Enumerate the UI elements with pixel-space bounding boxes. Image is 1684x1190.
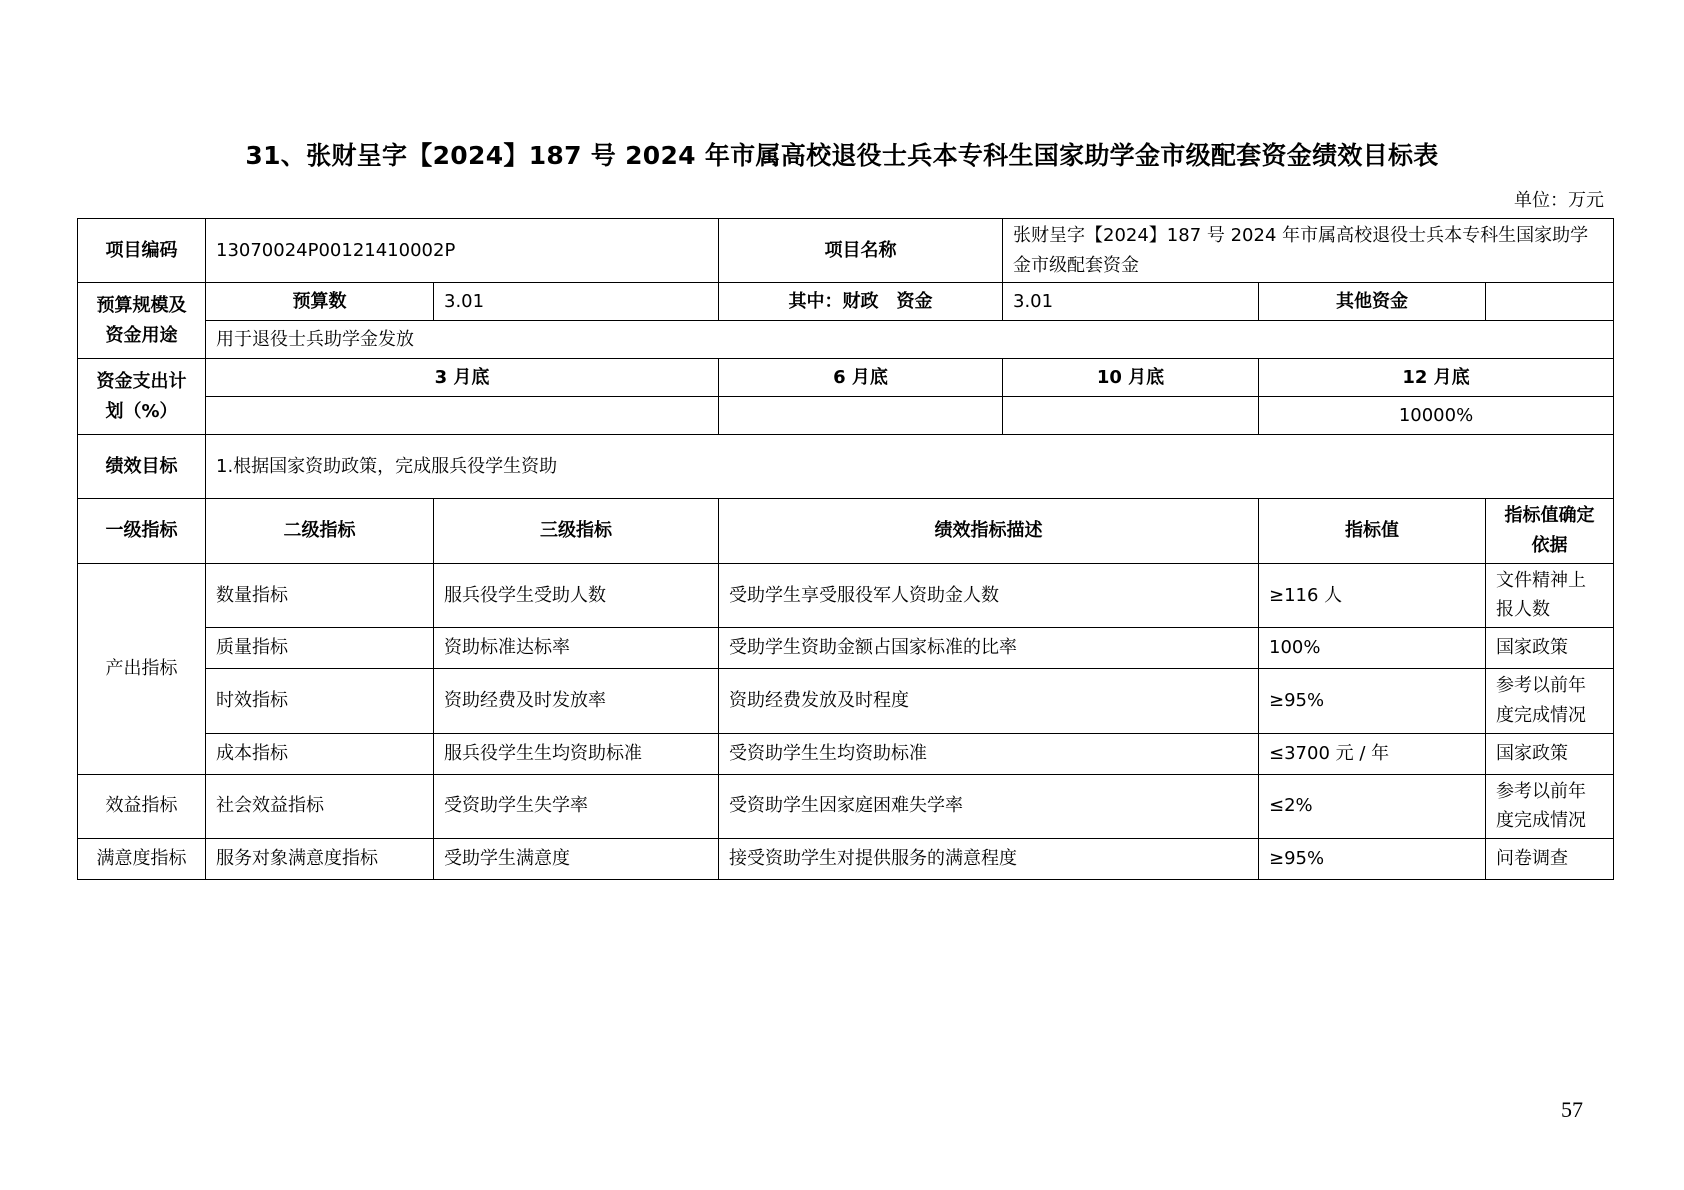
spending-plan-value [719, 397, 1003, 435]
project-code-value: 13070024P00121410002P [206, 219, 719, 283]
spending-plan-header: 3 月底 [206, 359, 719, 397]
level3-indicator: 资助标准达标率 [434, 628, 719, 669]
indicator-description: 接受资助学生对提供服务的满意程度 [719, 838, 1259, 879]
indicator-header: 绩效指标描述 [719, 499, 1259, 563]
fiscal-funds-label: 其中：财政 资金 [719, 283, 1003, 321]
level2-indicator: 成本指标 [206, 733, 434, 774]
page-number: 57 [1561, 1097, 1583, 1122]
document-title: 31、张财呈字【2024】187 号 2024 年市属高校退役士兵本专科生国家助学金市级配套资金绩效目标表 [245, 141, 1439, 170]
level2-indicator: 社会效益指标 [206, 774, 434, 838]
budget-label: 预算规模及资金用途 [78, 283, 206, 359]
project-row [78, 219, 1614, 283]
indicator-description: 受资助学生生均资助标准 [719, 733, 1259, 774]
performance-goal-label: 绩效目标 [78, 435, 206, 499]
indicator-basis: 参考以前年度完成情况 [1486, 669, 1614, 733]
level1-indicator: 效益指标 [78, 774, 206, 838]
spending-plan-value [1003, 397, 1259, 435]
indicator-row [78, 628, 1614, 669]
project-name-label: 项目名称 [719, 219, 1003, 283]
level3-indicator: 资助经费及时发放率 [434, 669, 719, 733]
spending-plan-value [206, 397, 719, 435]
unit-label: 单位：万元 [1514, 190, 1604, 211]
level3-indicator: 服兵役学生受助人数 [434, 563, 719, 627]
level2-indicator: 时效指标 [206, 669, 434, 733]
project-name-value: 张财呈字【2024】187 号 2024 年市属高校退役士兵本专科生国家助学金市级配套资金 [1003, 219, 1614, 283]
level1-indicator: 产出指标 [78, 563, 206, 774]
indicator-header: 二级指标 [206, 499, 434, 563]
indicator-description: 受助学生资助金额占国家标准的比率 [719, 628, 1259, 669]
budget-amount-label: 预算数 [206, 283, 434, 321]
indicator-basis: 国家政策 [1486, 733, 1614, 774]
indicator-value: 100% [1259, 628, 1486, 669]
spending-plan-header: 12 月底 [1259, 359, 1614, 397]
indicator-description: 资助经费发放及时程度 [719, 669, 1259, 733]
budget-usage: 用于退役士兵助学金发放 [206, 321, 1614, 359]
indicator-header: 三级指标 [434, 499, 719, 563]
indicator-value: ≤3700 元 / 年 [1259, 733, 1486, 774]
spending-plan-value: 10000% [1259, 397, 1614, 435]
indicator-row [78, 563, 1614, 627]
fiscal-funds-value: 3.01 [1003, 283, 1259, 321]
other-funds-label: 其他资金 [1259, 283, 1486, 321]
indicator-header: 一级指标 [78, 499, 206, 563]
indicator-value: ≥116 人 [1259, 563, 1486, 627]
level3-indicator: 服兵役学生生均资助标准 [434, 733, 719, 774]
indicator-description: 受助学生享受服役军人资助金人数 [719, 563, 1259, 627]
spending-plan-label: 资金支出计划（%） [78, 359, 206, 435]
indicator-header-row [78, 499, 1614, 563]
level3-indicator: 受资助学生失学率 [434, 774, 719, 838]
level3-indicator: 受助学生满意度 [434, 838, 719, 879]
spending-plan-header-row [78, 359, 1614, 397]
indicator-header: 指标值 [1259, 499, 1486, 563]
indicator-row [78, 838, 1614, 879]
indicator-row [78, 669, 1614, 733]
indicator-description: 受资助学生因家庭困难失学率 [719, 774, 1259, 838]
indicator-basis: 国家政策 [1486, 628, 1614, 669]
level1-indicator: 满意度指标 [78, 838, 206, 879]
indicator-value: ≥95% [1259, 669, 1486, 733]
level2-indicator: 数量指标 [206, 563, 434, 627]
performance-target-table [77, 218, 1614, 880]
indicator-basis: 文件精神上报人数 [1486, 563, 1614, 627]
indicator-value: ≥95% [1259, 838, 1486, 879]
performance-goal-text: 1.根据国家资助政策，完成服兵役学生资助 [206, 435, 1614, 499]
spending-plan-values-row [78, 397, 1614, 435]
other-funds-value [1486, 283, 1614, 321]
indicator-row [78, 733, 1614, 774]
level2-indicator: 服务对象满意度指标 [206, 838, 434, 879]
level2-indicator: 质量指标 [206, 628, 434, 669]
indicator-header: 指标值确定依据 [1486, 499, 1614, 563]
budget-usage-row [78, 321, 1614, 359]
indicator-value: ≤2% [1259, 774, 1486, 838]
performance-goal-row [78, 435, 1614, 499]
budget-amount-value: 3.01 [434, 283, 719, 321]
project-code-label: 项目编码 [78, 219, 206, 283]
indicator-basis: 问卷调查 [1486, 838, 1614, 879]
spending-plan-header: 10 月底 [1003, 359, 1259, 397]
spending-plan-header: 6 月底 [719, 359, 1003, 397]
budget-row [78, 283, 1614, 321]
indicator-row [78, 774, 1614, 838]
indicator-basis: 参考以前年度完成情况 [1486, 774, 1614, 838]
